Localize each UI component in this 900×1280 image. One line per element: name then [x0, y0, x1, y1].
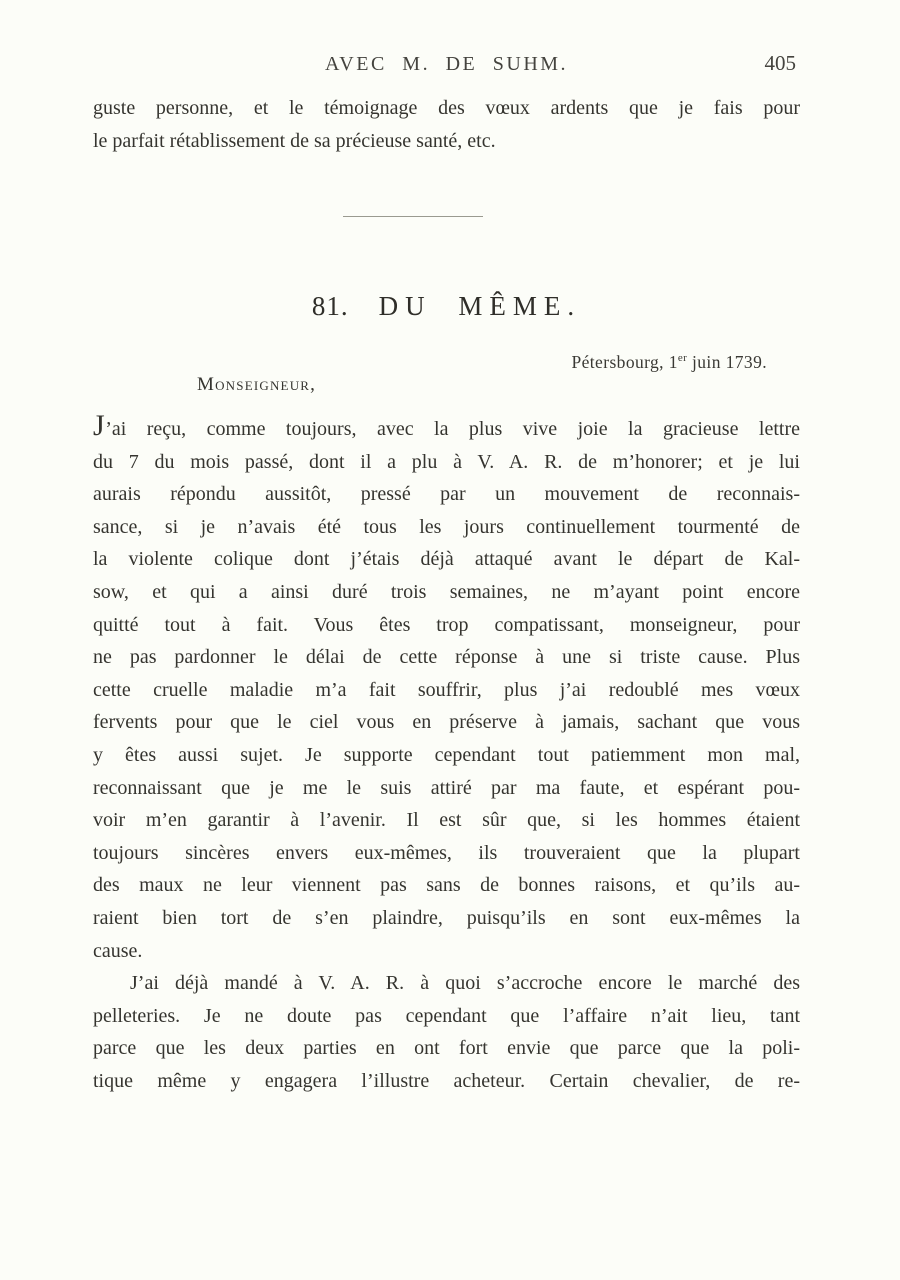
- page-number: 405: [764, 51, 796, 75]
- text-line: la violente colique dont j’étais déjà attaqué avant le départ de Kal-: [93, 548, 800, 571]
- text-line: du 7 du mois passé, dont il a plu à V. A. R. de m’honorer; et je lui: [93, 450, 800, 473]
- letter-heading: [93, 291, 800, 322]
- text-line: y êtes aussi sujet. Je supporte cependant tout patiemment mon mal,: [93, 743, 800, 766]
- text-line: tique même y engagera l’illustre acheteur. Certain chevalier, de re-: [93, 1069, 800, 1092]
- text-line: aurais répondu aussitôt, pressé par un mouvement de reconnais-: [93, 483, 800, 506]
- text-line: J’ai déjà mandé à V. A. R. à quoi s’accroche encore le marché des: [130, 972, 800, 995]
- letter-title: DU MÊME.: [378, 291, 582, 321]
- letter-number: 81.: [311, 291, 349, 321]
- text-line: voir m’en garantir à l’avenir. Il est sûr que, si les hommes étaient: [93, 809, 800, 832]
- dateline: [572, 352, 768, 373]
- text-line: reconnaissant que je me le suis attiré par ma faute, et espérant pou-: [93, 776, 800, 799]
- text-line: cette cruelle maladie m’a fait souffrir, plus j’ai redoublé mes vœux: [93, 678, 800, 701]
- dateline-ordinal-superscript: er: [677, 352, 688, 365]
- running-header: [93, 53, 800, 76]
- letter-body: [93, 411, 800, 1097]
- text-line: fervents pour que le ciel vous en préserve à jamais, sachant que vous: [93, 711, 800, 734]
- text-line: J’ai reçu, comme toujours, avec la plus vive joie la gracieuse lettre: [93, 409, 800, 442]
- text-line: pelleteries. Je ne doute pas cependant que l’affaire n’ait lieu, tant: [93, 1004, 800, 1027]
- dateline-place-and-day: Pétersbourg, 1: [571, 352, 678, 372]
- text-line: parce que les deux parties en ont fort envie que parce que la poli-: [93, 1037, 800, 1060]
- text-line: guste personne, et le témoignage des vœux ardents que je fais pour: [93, 97, 800, 119]
- letter-paragraph-1: [93, 411, 800, 967]
- initial-capital: J: [93, 409, 106, 442]
- dateline-month-year: juin 1739.: [687, 352, 767, 372]
- text-line: toujours sincères envers eux-mêmes, ils trouveraient que la plupart: [93, 841, 800, 864]
- text-line: cause.: [93, 939, 143, 962]
- text-line: le parfait rétablissement de sa précieuse santé, etc.: [93, 129, 496, 152]
- text-line: ne pas pardonner le délai de cette réponse à une si triste cause. Plus: [93, 646, 800, 669]
- text-line: quitté tout à fait. Vous êtes trop compatissant, monseigneur, pour: [93, 613, 800, 636]
- text-line: sow, et qui a ainsi duré trois semaines, ne m’ayant point encore: [93, 580, 800, 603]
- running-title: AVEC M. DE SUHM.: [324, 53, 569, 75]
- text-line: raient bien tort de s’en plaindre, puisqu’ils en sont eux-mêmes la: [93, 906, 800, 929]
- text-line: sance, si je n’avais été tous les jours continuellement tourmenté de: [93, 515, 800, 538]
- section-separator-rule: [343, 216, 483, 217]
- salutation: Monseigneur,: [197, 374, 317, 395]
- previous-letter-ending-paragraph: [93, 92, 800, 157]
- text-line: des maux ne leur viennent pas sans de bonnes raisons, et qu’ils au-: [93, 874, 800, 897]
- letter-paragraph-2: [93, 967, 800, 1097]
